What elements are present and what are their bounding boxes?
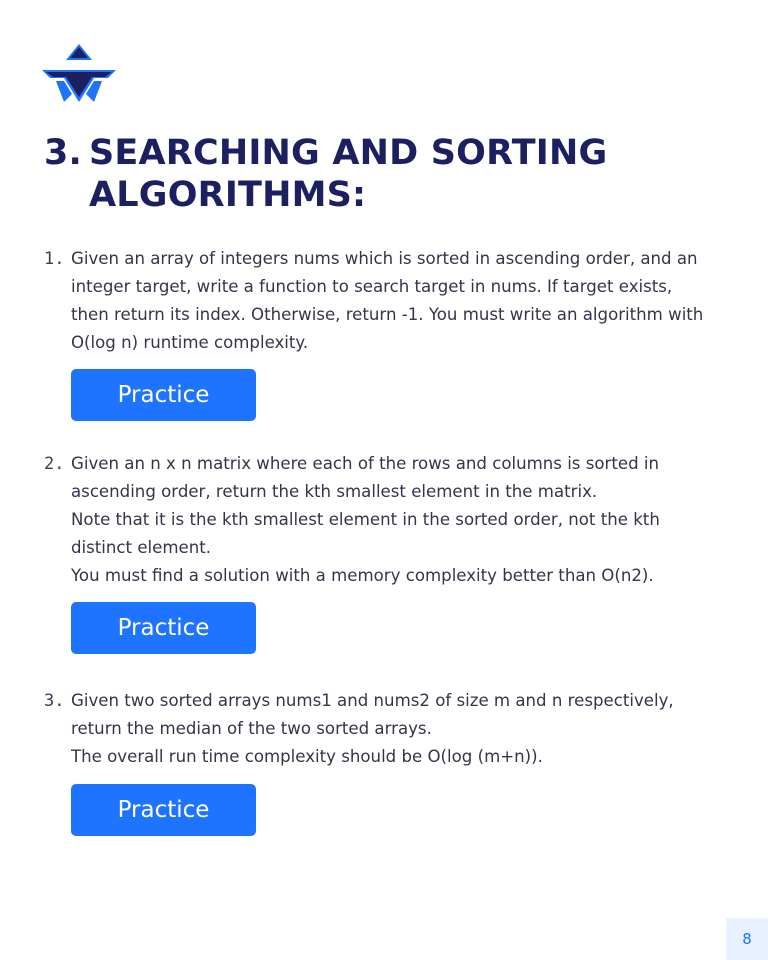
question-text <box>71 687 734 771</box>
question-line: Given an n x n matrix where each of the rows and columns is sorted in <box>71 454 660 473</box>
question-2 <box>44 450 734 590</box>
question-line: The overall run time complexity should be O(log (m+n)). <box>71 747 543 766</box>
question-line: distinct element. <box>71 538 212 557</box>
question-text <box>71 450 734 590</box>
question-number: 2. <box>44 454 65 474</box>
practice-button-2[interactable]: Practice <box>71 602 256 654</box>
question-line: You must find a solution with a memory complexity better than O(n2). <box>71 566 654 585</box>
section-title-line-2: ALGORITHMS: <box>89 175 367 215</box>
section-number: 3. <box>44 133 83 173</box>
question-text <box>71 245 734 357</box>
question-line: ascending order, return the kth smallest element in the matrix. <box>71 482 598 501</box>
practice-button-3[interactable]: Practice <box>71 784 256 836</box>
question-line: O(log n) runtime complexity. <box>71 333 309 352</box>
question-line: Given two sorted arrays nums1 and nums2 of size m and n respectively, <box>71 691 674 710</box>
question-line: return the median of the two sorted arrays. <box>71 719 432 738</box>
section-title-line-1: SEARCHING AND SORTING <box>89 133 608 173</box>
question-line: integer target, write a function to search target in nums. If target exists, <box>71 277 673 296</box>
practice-button-1[interactable]: Practice <box>71 369 256 421</box>
brand-star-logo-icon <box>42 44 116 104</box>
question-number: 3. <box>44 691 65 711</box>
question-number: 1. <box>44 249 65 269</box>
question-line: then return its index. Otherwise, return -1. You must write an algorithm with <box>71 305 704 324</box>
question-line: Given an array of integers nums which is sorted in ascending order, and an <box>71 249 698 268</box>
page-number: 8 <box>726 918 768 960</box>
question-3 <box>44 687 734 771</box>
question-line: Note that it is the kth smallest element in the sorted order, not the kth <box>71 510 660 529</box>
question-1 <box>44 245 734 357</box>
section-heading <box>44 132 724 216</box>
